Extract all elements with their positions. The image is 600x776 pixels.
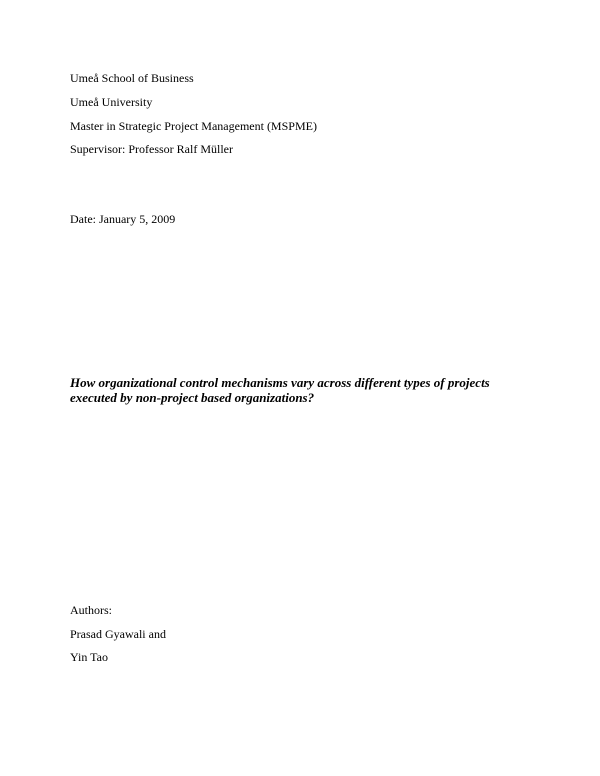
university-name: Umeå University bbox=[70, 95, 153, 109]
authors-label: Authors: bbox=[70, 603, 112, 617]
school-name: Umeå School of Business bbox=[70, 71, 194, 85]
program-name: Master in Strategic Project Management (MSPME) bbox=[70, 119, 317, 133]
thesis-title bbox=[70, 375, 540, 405]
thesis-title-line-1: How organizational control mechanisms vary across different types of projects bbox=[70, 375, 490, 390]
supervisor-line: Supervisor: Professor Ralf Müller bbox=[70, 142, 233, 156]
author-name: Prasad Gyawali and bbox=[70, 627, 166, 641]
thesis-title-line-2: executed by non-project based organizations? bbox=[70, 390, 315, 405]
author-name: Yin Tao bbox=[70, 650, 108, 664]
date-line: Date: January 5, 2009 bbox=[70, 212, 176, 226]
